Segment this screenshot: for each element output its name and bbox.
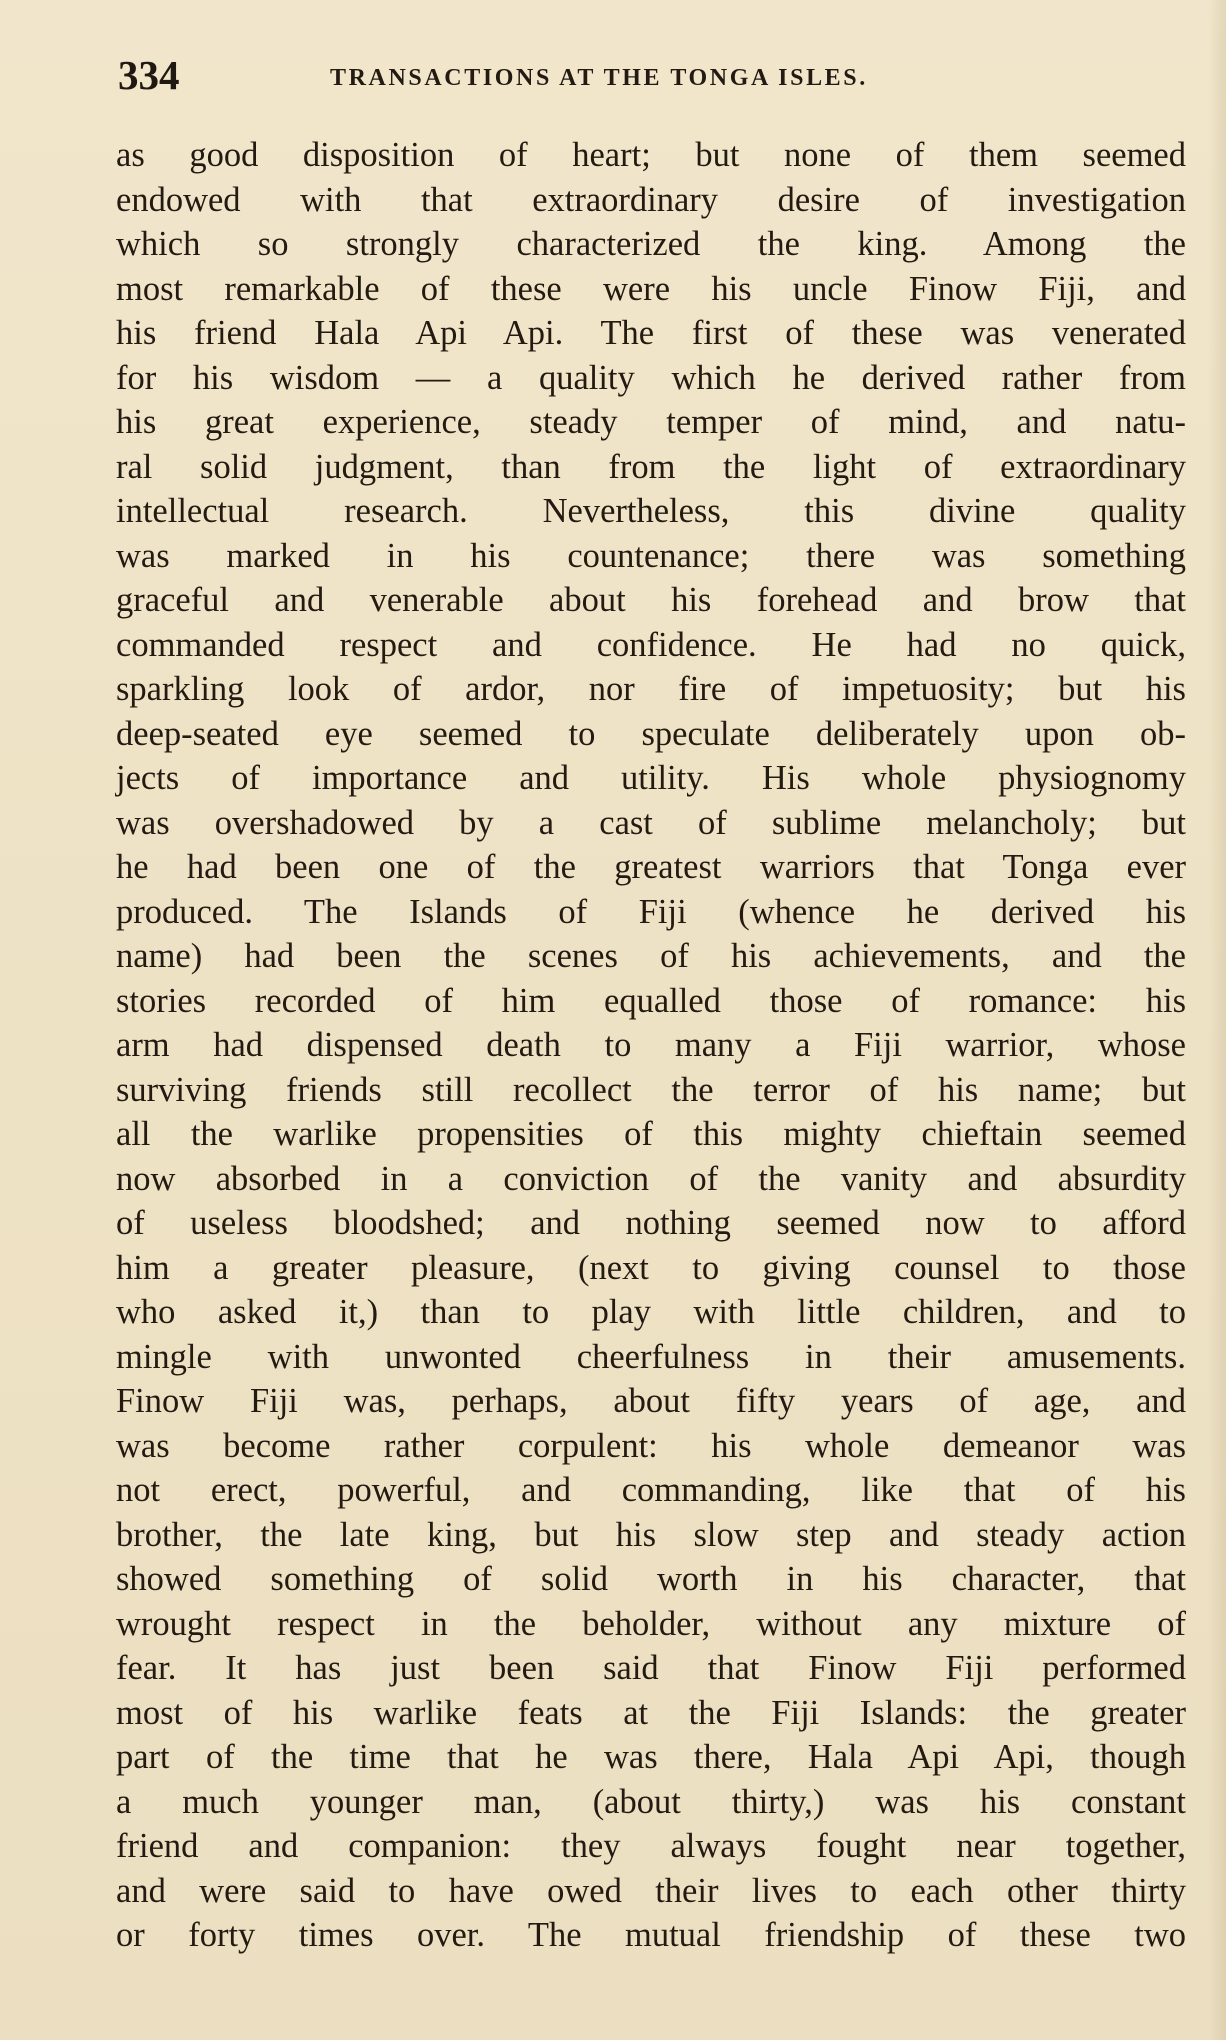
text-line: ral solid judgment, than from the light of extraordinary	[116, 447, 1186, 486]
text-line: was become rather corpulent: his whole demeanor was	[116, 1426, 1186, 1465]
text-line: or forty times over. The mutual friendship of these two	[116, 1916, 1186, 1954]
text-line: most remarkable of these were his uncle Finow Fiji, and	[116, 269, 1186, 308]
text-line: he had been one of the greatest warriors that Tonga ever	[116, 848, 1186, 886]
text-line: him a greater pleasure, (next to giving counsel to those	[116, 1248, 1186, 1287]
text-line: for his wisdom — a quality which he derived rather from	[116, 358, 1186, 397]
text-line: his friend Hala Api Api. The first of these was venerated	[116, 314, 1186, 352]
text-line: stories recorded of him equalled those of romance: his	[116, 981, 1186, 1020]
text-line: wrought respect in the beholder, without any mixture of	[116, 1604, 1186, 1643]
text-line: deep-seated eye seemed to speculate deliberately upon ob-	[116, 714, 1186, 753]
page-edge-shadow	[1208, 0, 1226, 2040]
text-line: mingle with unwonted cheerfulness in their amusements.	[116, 1337, 1186, 1376]
text-line: not erect, powerful, and commanding, like that of his	[116, 1471, 1186, 1509]
text-line: commanded respect and confidence. He had no quick,	[116, 625, 1186, 664]
text-line: brother, the late king, but his slow step and steady action	[116, 1515, 1186, 1554]
text-line: was overshadowed by a cast of sublime melancholy; but	[116, 803, 1186, 842]
body-text	[116, 133, 1186, 1958]
text-line: most of his warlike feats at the Fiji Islands: the greater	[116, 1693, 1186, 1732]
text-line: which so strongly characterized the king. Among the	[116, 225, 1186, 263]
running-header	[118, 50, 1188, 100]
text-line: surviving friends still recollect the terror of his name; but	[116, 1070, 1186, 1109]
text-line: his great experience, steady temper of mind, and natu-	[116, 403, 1186, 441]
text-line: a much younger man, (about thirty,) was his constant	[116, 1782, 1186, 1821]
text-line: sparkling look of ardor, nor fire of impetuosity; but his	[116, 670, 1186, 708]
text-line: intellectual research. Nevertheless, this divine quality	[116, 492, 1186, 530]
text-line: of useless bloodshed; and nothing seemed now to afford	[116, 1204, 1186, 1242]
page-number: 334	[118, 52, 180, 98]
text-line: produced. The Islands of Fiji (whence he derived his	[116, 892, 1186, 931]
text-line: jects of importance and utility. His whole physiognomy	[116, 759, 1186, 797]
text-line: graceful and venerable about his forehead and brow that	[116, 581, 1186, 619]
text-line: as good disposition of heart; but none of them seemed	[116, 136, 1186, 174]
text-line: part of the time that he was there, Hala Api Api, though	[116, 1738, 1186, 1776]
text-line: endowed with that extraordinary desire of investigation	[116, 180, 1186, 219]
text-line: name) had been the scenes of his achievements, and the	[116, 937, 1186, 975]
text-line: showed something of solid worth in his character, that	[116, 1560, 1186, 1598]
text-line: now absorbed in a conviction of the vanity and absurdity	[116, 1159, 1186, 1198]
text-line: was marked in his countenance; there was something	[116, 536, 1186, 575]
text-line: all the warlike propensities of this mighty chieftain seemed	[116, 1115, 1186, 1153]
text-line: friend and companion: they always fought near together,	[116, 1827, 1186, 1865]
text-line: fear. It has just been said that Finow Fiji performed	[116, 1649, 1186, 1687]
text-line: and were said to have owed their lives to each other thirty	[116, 1871, 1186, 1910]
text-line: Finow Fiji was, perhaps, about fifty years of age, and	[116, 1382, 1186, 1420]
text-line: who asked it,) than to play with little children, and to	[116, 1293, 1186, 1331]
text-line: arm had dispensed death to many a Fiji warrior, whose	[116, 1026, 1186, 1064]
running-title: TRANSACTIONS AT THE TONGA ISLES.	[330, 65, 868, 91]
